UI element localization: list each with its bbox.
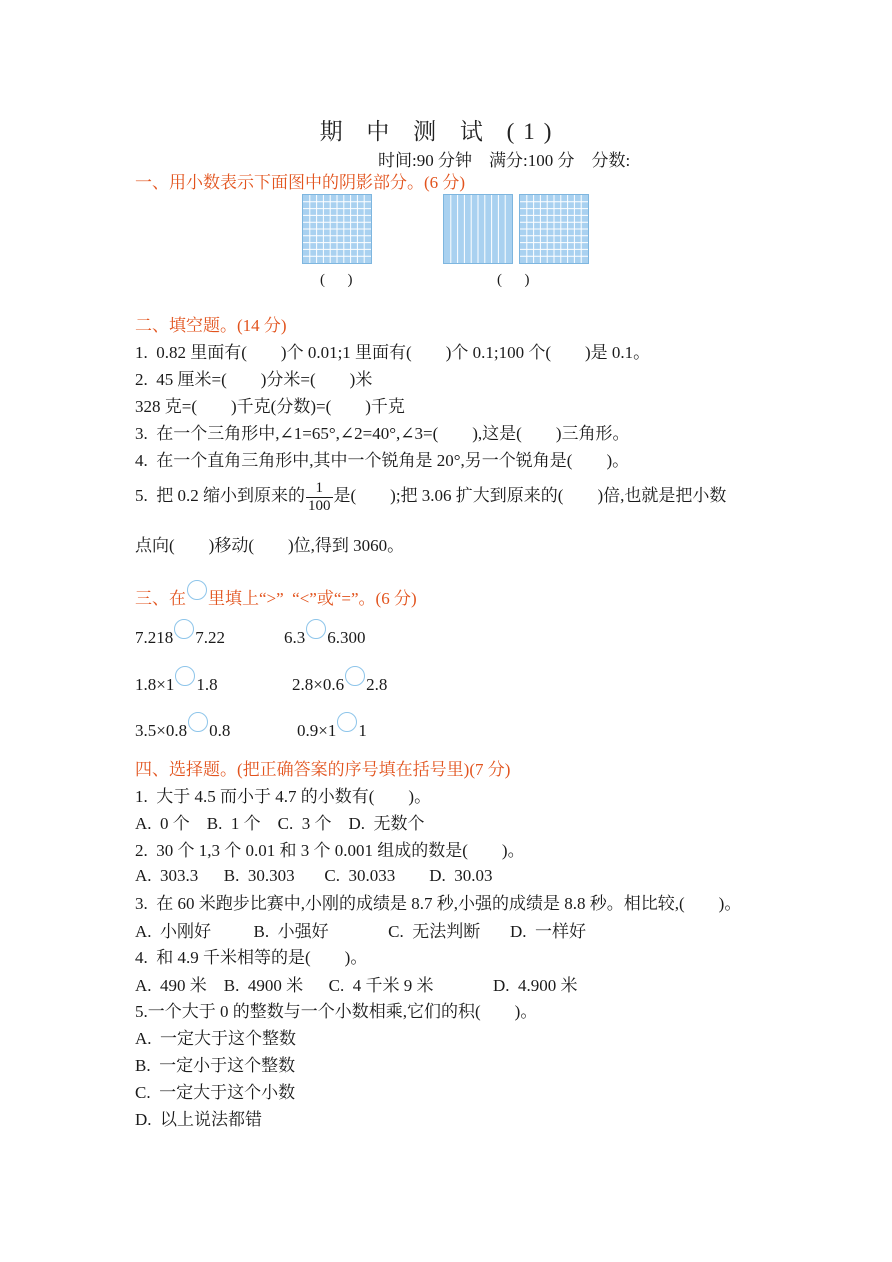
fill-question-5-cont: 点向( )移动( )位,得到 3060。 bbox=[135, 536, 405, 555]
compare-item-2 bbox=[284, 619, 366, 648]
compare-circle-blank[interactable] bbox=[175, 666, 195, 686]
compare-left: 1.8×1 bbox=[135, 675, 175, 694]
compare-circle-blank[interactable] bbox=[188, 712, 208, 732]
compare-left: 0.9×1 bbox=[297, 721, 337, 740]
choice-options-2: A. 303.3 B. 30.303 C. 30.033 D. 30.03 bbox=[135, 866, 493, 885]
answer-blank-1[interactable]: ( ) bbox=[320, 272, 353, 288]
section3-heading bbox=[135, 580, 417, 610]
choice-question-2: 2. 30 个 1,3 个 0.01 和 3 个 0.001 组成的数是( )。 bbox=[135, 841, 525, 860]
compare-circle-blank[interactable] bbox=[337, 712, 357, 732]
q5-text-before: 5. 把 0.2 缩小到原来的 bbox=[135, 486, 305, 505]
exam-meta: 时间:90 分钟 满分:100 分 分数: bbox=[378, 151, 631, 170]
compare-item-6 bbox=[297, 712, 367, 741]
choice-question-3: 3. 在 60 米跑步比赛中,小刚的成绩是 8.7 秒,小强的成绩是 8.8 秒。相比较,( )。 bbox=[135, 894, 742, 913]
tenths-strip-figure bbox=[443, 194, 513, 264]
compare-item-4 bbox=[292, 666, 387, 695]
section1-heading: 一、用小数表示下面图中的阴影部分。(6 分) bbox=[135, 173, 466, 192]
fill-question-5 bbox=[135, 476, 726, 516]
hundred-grid-figure-1 bbox=[302, 194, 372, 264]
compare-left: 7.218 bbox=[135, 628, 174, 647]
choice-question-5: 5.一个大于 0 的整数与一个小数相乘,它们的积( )。 bbox=[135, 1002, 538, 1021]
compare-right: 1 bbox=[358, 721, 367, 740]
grid-lines-10x10 bbox=[303, 195, 371, 263]
section3-heading-pre: 三、在 bbox=[135, 589, 186, 608]
choice-question-4: 4. 和 4.9 千米相等的是( )。 bbox=[135, 948, 368, 967]
choice-question-1: 1. 大于 4.5 而小于 4.7 的小数有( )。 bbox=[135, 787, 432, 806]
fill-question-2a: 2. 45 厘米=( )分米=( )米 bbox=[135, 370, 373, 389]
fraction-numerator: 1 bbox=[315, 479, 323, 496]
fraction-one-hundredth bbox=[306, 480, 333, 515]
compare-circle-blank[interactable] bbox=[345, 666, 365, 686]
section4-heading: 四、选择题。(把正确答案的序号填在括号里)(7 分) bbox=[135, 760, 511, 779]
fill-question-2b: 328 克=( )千克(分数)=( )千克 bbox=[135, 397, 405, 416]
compare-circle-blank[interactable] bbox=[306, 619, 326, 639]
strip-lines-10 bbox=[444, 195, 512, 263]
fill-question-1: 1. 0.82 里面有( )个 0.01;1 里面有( )个 0.1;100 个( )是 0.1。 bbox=[135, 343, 651, 362]
choice-options-4: A. 490 米 B. 4900 米 C. 4 千米 9 米 D. 4.900 米 bbox=[135, 976, 578, 995]
q5-text-after: 是( );把 3.06 扩大到原来的( )倍,也就是把小数 bbox=[333, 486, 727, 505]
choice-options-3: A. 小刚好 B. 小强好 C. 无法判断 D. 一样好 bbox=[135, 922, 586, 941]
section3-heading-post: 里填上“>” “<”或“=”。(6 分) bbox=[208, 589, 417, 608]
choice-option-5a: A. 一定大于这个整数 bbox=[135, 1029, 297, 1048]
choice-options-1: A. 0 个 B. 1 个 C. 3 个 D. 无数个 bbox=[135, 814, 425, 833]
hundred-grid-figure-2 bbox=[519, 194, 589, 264]
choice-option-5b: B. 一定小于这个整数 bbox=[135, 1056, 296, 1075]
compare-left: 2.8×0.6 bbox=[292, 675, 345, 694]
compare-right: 1.8 bbox=[196, 675, 218, 694]
fill-question-4: 4. 在一个直角三角形中,其中一个锐角是 20°,另一个锐角是( )。 bbox=[135, 451, 630, 470]
circle-blank-icon bbox=[187, 580, 207, 600]
compare-circle-blank[interactable] bbox=[174, 619, 194, 639]
section2-heading: 二、填空题。(14 分) bbox=[135, 316, 287, 335]
fraction-denominator: 100 bbox=[308, 497, 331, 514]
fill-question-3: 3. 在一个三角形中,∠1=65°,∠2=40°,∠3=( ),这是( )三角形。 bbox=[135, 424, 630, 443]
page-title: 期 中 测 试 (1) bbox=[319, 119, 561, 144]
compare-left: 3.5×0.8 bbox=[135, 721, 188, 740]
compare-right: 0.8 bbox=[209, 721, 231, 740]
answer-blank-2[interactable]: ( ) bbox=[497, 272, 530, 288]
compare-item-5 bbox=[135, 712, 230, 741]
compare-item-1 bbox=[135, 619, 225, 648]
grid-lines-10x10 bbox=[520, 195, 588, 263]
compare-left: 6.3 bbox=[284, 628, 306, 647]
compare-item-3 bbox=[135, 666, 218, 695]
compare-right: 2.8 bbox=[366, 675, 388, 694]
choice-option-5c: C. 一定大于这个小数 bbox=[135, 1083, 296, 1102]
choice-option-5d: D. 以上说法都错 bbox=[135, 1110, 263, 1129]
compare-right: 6.300 bbox=[327, 628, 366, 647]
compare-right: 7.22 bbox=[195, 628, 225, 647]
